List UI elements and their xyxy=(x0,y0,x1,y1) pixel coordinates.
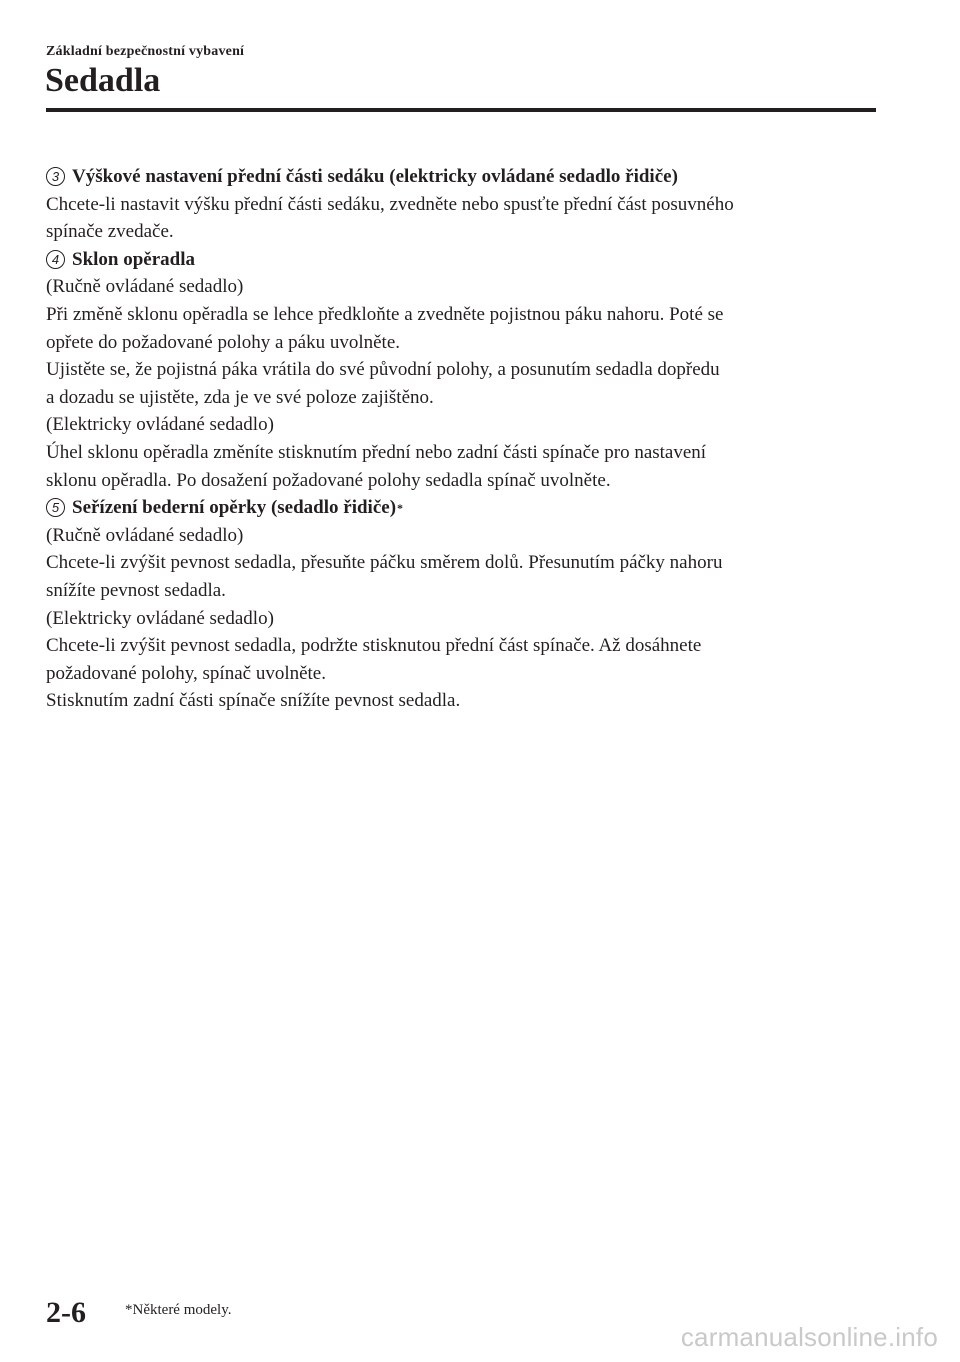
section-heading-4 xyxy=(46,246,876,274)
circled-number-5-icon: 5 xyxy=(46,498,65,517)
body-line: Chcete-li nastavit výšku přední části sedáku, zvedněte nebo spusťte přední část posuvného xyxy=(46,193,734,215)
body-line: požadované polohy, spínač uvolněte. xyxy=(46,662,326,684)
section-heading-5: 5 Seřízení bederní opěrky (sedadlo řidiče) * xyxy=(46,494,876,522)
body-line: Chcete-li zvýšit pevnost sedadla, přesuňte páčku směrem dolů. Přesunutím páčky nahoru xyxy=(46,552,723,574)
body-line: (Elektricky ovládané sedadlo) xyxy=(46,607,274,629)
body-line: (Ručně ovládané sedadlo) xyxy=(46,524,244,546)
section-heading-text: Sklon opěradla xyxy=(72,248,196,270)
section-heading-text: Výškové nastavení přední části sedáku (elektricky ovládané sedadlo řidiče) xyxy=(72,166,678,187)
section-heading-3 xyxy=(46,163,876,191)
footnote: *Některé modely. xyxy=(125,1302,232,1318)
body-line: (Elektricky ovládané sedadlo) xyxy=(46,414,274,436)
body-line: Úhel sklonu opěradla změníte stisknutím přední nebo zadní části spínače pro nastavení xyxy=(46,441,707,463)
body-line: sklonu opěradla. Po dosažení požadované polohy sedadla spínač uvolněte. xyxy=(46,469,611,491)
body-line: spínače zvedače. xyxy=(46,221,174,243)
page-content xyxy=(46,163,876,715)
watermark-text: carmanualsonline.info xyxy=(680,1322,938,1352)
body-line: opřete do požadované polohy a páku uvolněte. xyxy=(46,331,401,353)
circled-number-3-icon: 3 xyxy=(46,167,65,186)
body-line: (Ručně ovládané sedadlo) xyxy=(46,276,244,298)
section-heading-text: Seřízení bederní opěrky (sedadlo řidiče) xyxy=(72,497,397,519)
header-divider xyxy=(46,108,876,112)
circled-number-4-icon: 4 xyxy=(46,250,65,269)
body-line: Stisknutím zadní části spínače snížíte pevnost sedadla. xyxy=(46,690,461,712)
section-kicker: Základní bezpečnostní vybavení xyxy=(46,44,245,59)
page-title: Sedadla xyxy=(45,62,161,99)
body-line: Ujistěte se, že pojistná páka vrátila do své původní polohy, a posunutím sedadla dopředu xyxy=(46,359,720,381)
body-line: snížíte pevnost sedadla. xyxy=(46,579,226,601)
page-number: 2-6 xyxy=(46,1296,86,1329)
body-line: a dozadu se ujistěte, zda je ve své poloze zajištěno. xyxy=(46,386,434,408)
body-line: Chcete-li zvýšit pevnost sedadla, podržte stisknutou přední část spínače. Až dosáhnete xyxy=(46,635,702,657)
body-line: Při změně sklonu opěradla se lehce předkloňte a zvedněte pojistnou páku nahoru. Poté se xyxy=(46,303,724,325)
